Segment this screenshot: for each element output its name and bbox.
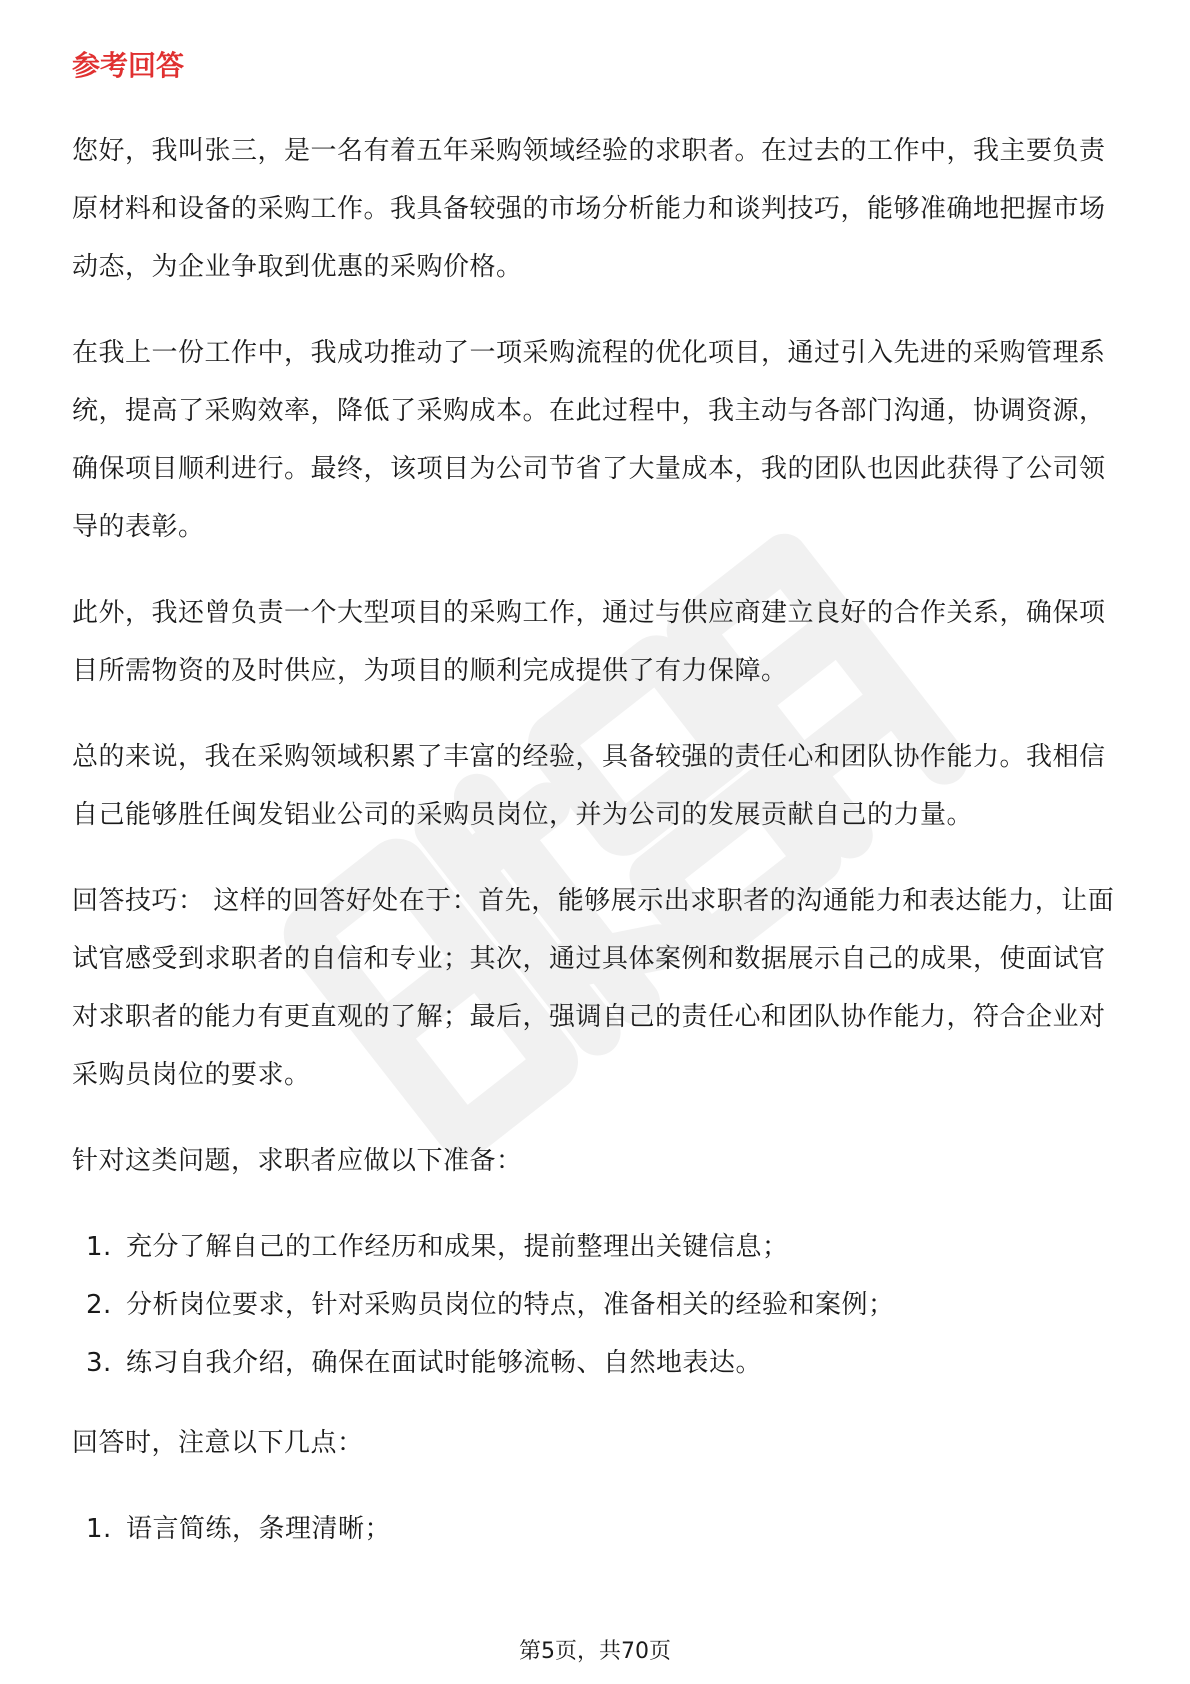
list-item [72,1218,1118,1276]
list-item-text: 充分了解自己的工作经历和成果，提前整理出关键信息； [126,1232,789,1262]
list-item-text: 语言简练，条理清晰； [126,1514,392,1544]
paragraph-summary: 总的来说，我在采购领域积累了丰富的经验，具备较强的责任心和团队协作能力。我相信自己能够胜任闽发铝业公司的采购员岗位，并为公司的发展贡献自己的力量。 [72,742,1106,830]
list-item-number: 1. [86,1232,112,1262]
prep-list [72,1218,1118,1392]
list-item-number: 2. [86,1290,112,1320]
paragraph-notes-intro: 回答时，注意以下几点： [72,1428,364,1458]
list-item-number: 1. [86,1514,112,1544]
page-footer: 第5页，共70页 [519,1639,671,1664]
list-item [72,1276,1118,1334]
notes-list [72,1500,1118,1558]
list-item [72,1334,1118,1392]
section-title: 参考回答 [72,49,185,82]
paragraph-prep-intro: 针对这类问题，求职者应做以下准备： [72,1146,523,1176]
main-content [72,48,1118,1580]
paragraph-additional: 此外，我还曾负责一个大型项目的采购工作，通过与供应商建立良好的合作关系，确保项目所需物资的及时供应，为项目的顺利完成提供了有力保障。 [72,598,1106,686]
list-item-number: 3. [86,1348,112,1378]
list-item-text: 分析岗位要求，针对采购员岗位的特点，准备相关的经验和案例； [126,1290,895,1320]
paragraph-intro: 您好，我叫张三，是一名有着五年采购领域经验的求职者。在过去的工作中，我主要负责原材料和设备的采购工作。我具备较强的市场分析能力和谈判技巧，能够准确地把握市场动态，为企业争取到优惠的采购价格。 [72,136,1106,282]
list-item [72,1500,1118,1558]
paragraph-project: 在我上一份工作中，我成功推动了一项采购流程的优化项目，通过引入先进的采购管理系统，提高了采购效率，降低了采购成本。在此过程中，我主动与各部门沟通，协调资源，确保项目顺利进行。最终，该项目为公司节省了大量成本，我的团队也因此获得了公司领导的表彰。 [72,338,1106,542]
paragraph-tips: 回答技巧： 这样的回答好处在于：首先，能够展示出求职者的沟通能力和表达能力，让面试官感受到求职者的自信和专业；其次，通过具体案例和数据展示自己的成果，使面试官对求职者的能力有更直观的了解；最后，强调自己的责任心和团队协作能力，符合企业对采购员岗位的要求。 [72,886,1115,1090]
list-item-text: 练习自我介绍，确保在面试时能够流畅、自然地表达。 [126,1348,763,1378]
